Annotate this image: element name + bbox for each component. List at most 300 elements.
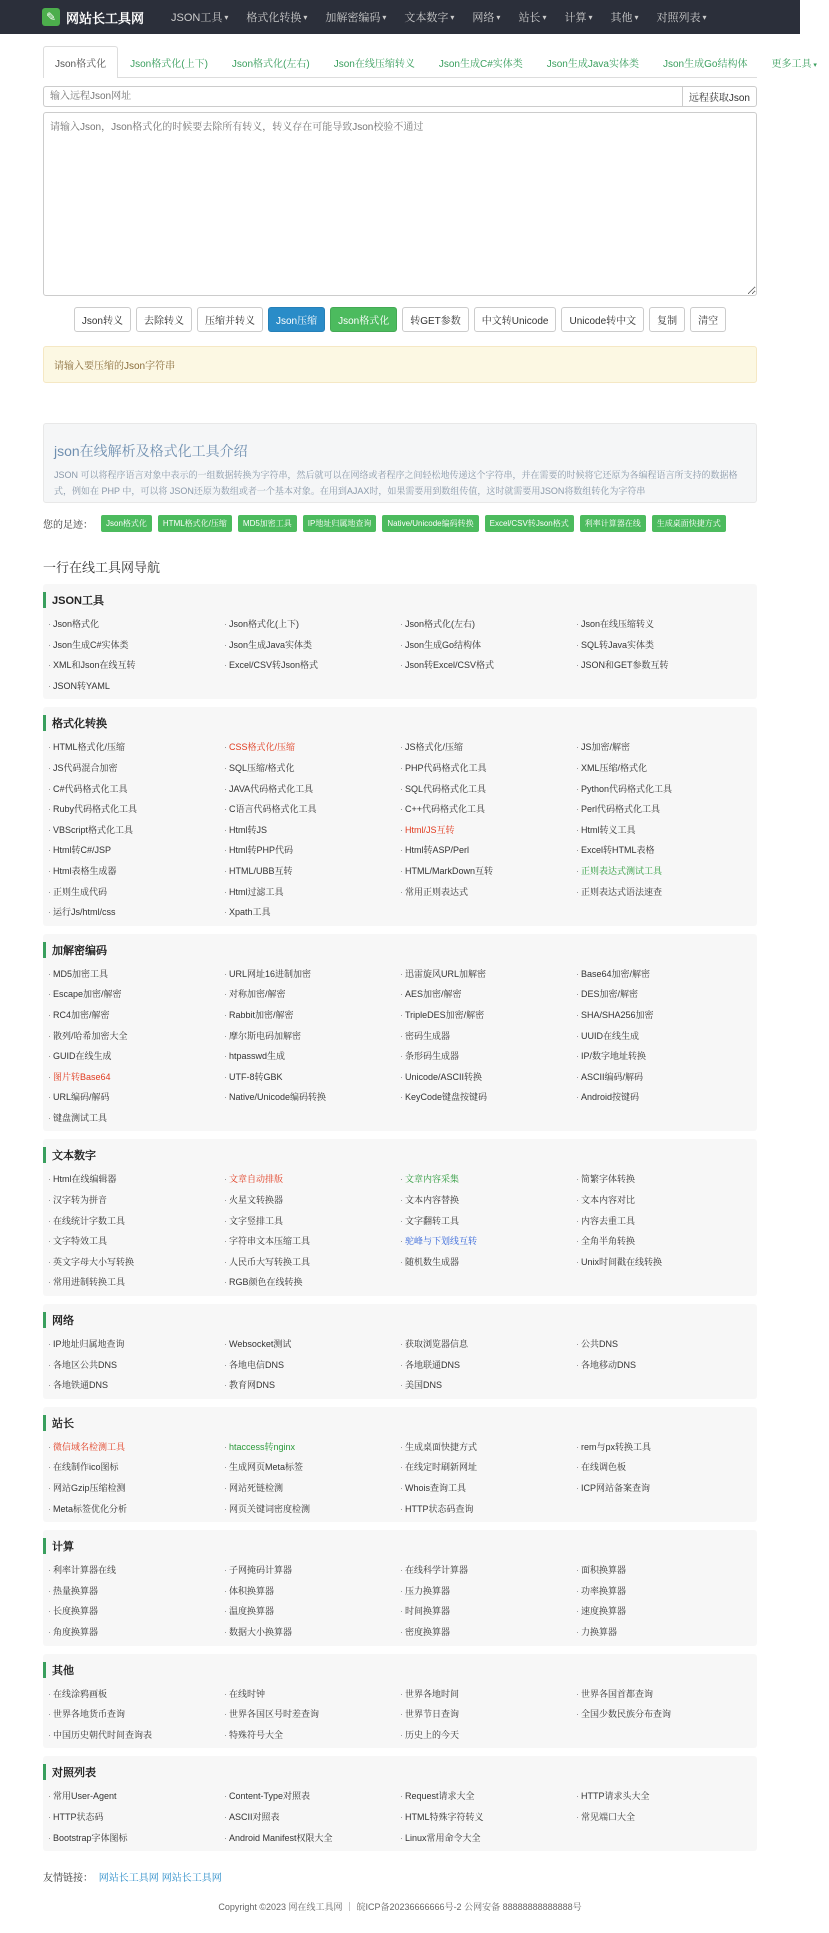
tool-link[interactable] bbox=[224, 1437, 400, 1458]
tool-link-label: 网页关键词密度检测 bbox=[229, 1503, 311, 1514]
brand-logo-icon: ✎ bbox=[42, 8, 60, 26]
tool-link[interactable] bbox=[48, 1026, 224, 1047]
tool-link[interactable] bbox=[576, 1231, 752, 1252]
tool-link[interactable] bbox=[400, 1684, 576, 1705]
footprint-tag[interactable]: 生成桌面快捷方式 bbox=[652, 515, 726, 532]
bullet-icon: · bbox=[224, 968, 227, 979]
brand[interactable] bbox=[42, 8, 144, 27]
tool-link[interactable] bbox=[224, 614, 400, 635]
tool-link[interactable] bbox=[576, 614, 752, 635]
tool-link[interactable] bbox=[48, 984, 224, 1005]
tool-link-label: Linux常用命令大全 bbox=[405, 1832, 481, 1843]
tool-link[interactable] bbox=[224, 1622, 400, 1643]
tool-link[interactable] bbox=[400, 820, 576, 841]
tool-link-label: 速度换算器 bbox=[581, 1606, 627, 1617]
tool-link-label: SQL代码格式化工具 bbox=[405, 783, 487, 794]
category-grid bbox=[43, 1560, 757, 1642]
tool-link[interactable] bbox=[576, 1437, 752, 1458]
bullet-icon: · bbox=[224, 1051, 227, 1062]
tool-link[interactable] bbox=[400, 1828, 576, 1849]
tool-link[interactable] bbox=[224, 758, 400, 779]
tool-link-label: 各地区公共DNS bbox=[53, 1359, 118, 1370]
tool-link[interactable] bbox=[224, 1087, 400, 1108]
intro-text: JSON 可以将程序语言对象中表示的一组数据转换为字符串，然后就可以在网络或者程序之间轻松地传递这个字符串，并在需要的时候将它还原为各编程语言所支持的数据格式，例如在 PHP 中，可以将 JSON还原为数组或者一个基本对象。在用到AJAX时，如果需要用到数组传值，这时就需要用JSON将数组转化为字符串 bbox=[54, 470, 738, 496]
tool-link[interactable] bbox=[224, 1560, 400, 1581]
bullet-icon: · bbox=[576, 865, 579, 876]
tool-link[interactable] bbox=[48, 1601, 224, 1622]
tool-link[interactable] bbox=[224, 635, 400, 656]
tool-link-label: JS加密/解密 bbox=[581, 742, 631, 753]
tool-link[interactable] bbox=[224, 1026, 400, 1047]
action-button-8[interactable]: 复制 bbox=[649, 307, 685, 332]
tool-link[interactable] bbox=[400, 1355, 576, 1376]
bullet-icon: · bbox=[576, 1462, 579, 1473]
bullet-icon: · bbox=[576, 845, 579, 856]
tool-link[interactable] bbox=[400, 1334, 576, 1355]
tool-link[interactable] bbox=[224, 779, 400, 800]
tool-link-label: 图片转Base64 bbox=[53, 1071, 111, 1082]
tool-link-label: 全角半角转换 bbox=[581, 1236, 636, 1247]
tool-link[interactable] bbox=[400, 1211, 576, 1232]
bullet-icon: · bbox=[48, 639, 51, 650]
tool-link-label: C++代码格式化工具 bbox=[405, 804, 486, 815]
tool-link[interactable] bbox=[48, 1622, 224, 1643]
category-title: JSON工具 bbox=[43, 592, 757, 608]
tool-link[interactable] bbox=[400, 1704, 576, 1725]
tab-label: Json生成C#实体类 bbox=[438, 59, 523, 70]
tool-link[interactable] bbox=[48, 1725, 224, 1746]
bullet-icon: · bbox=[224, 1565, 227, 1576]
tab-7[interactable] bbox=[759, 46, 828, 78]
bullet-icon: · bbox=[224, 1359, 227, 1370]
tool-link-label: UTF-8转GBK bbox=[229, 1071, 283, 1082]
bullet-icon: · bbox=[48, 1215, 51, 1226]
tool-link[interactable] bbox=[224, 1725, 400, 1746]
tool-link[interactable] bbox=[224, 964, 400, 985]
tool-link[interactable] bbox=[400, 1087, 576, 1108]
tool-link[interactable] bbox=[400, 1786, 576, 1807]
tool-link[interactable] bbox=[224, 984, 400, 1005]
bullet-icon: · bbox=[576, 1174, 579, 1185]
tool-link[interactable] bbox=[48, 1478, 224, 1499]
tool-link-label: 驼峰与下划线互转 bbox=[405, 1236, 478, 1247]
tool-link-label: Json生成Go结构体 bbox=[405, 639, 482, 650]
tool-link[interactable] bbox=[576, 1046, 752, 1067]
tool-link[interactable] bbox=[48, 861, 224, 882]
tool-link[interactable] bbox=[576, 779, 752, 800]
tool-link[interactable] bbox=[48, 1375, 224, 1396]
tool-link[interactable] bbox=[48, 964, 224, 985]
tab-5[interactable] bbox=[535, 46, 651, 78]
nav-item-label: 网络 bbox=[472, 12, 495, 24]
category-title: 文本数字 bbox=[43, 1147, 757, 1163]
tool-link[interactable] bbox=[400, 1169, 576, 1190]
bullet-icon: · bbox=[48, 968, 51, 979]
tool-link[interactable] bbox=[48, 1807, 224, 1828]
tool-link-label: 教育网DNS bbox=[229, 1380, 276, 1391]
tool-link-label: 在线定时刷新网址 bbox=[405, 1462, 478, 1473]
tool-link[interactable] bbox=[400, 1437, 576, 1458]
tool-link[interactable] bbox=[224, 840, 400, 861]
bullet-icon: · bbox=[400, 1359, 403, 1370]
tool-link-label: Html转ASP/Perl bbox=[405, 845, 470, 856]
nav-item-7[interactable] bbox=[601, 0, 647, 34]
bullet-icon: · bbox=[576, 1565, 579, 1576]
tool-link[interactable] bbox=[400, 1190, 576, 1211]
tool-link[interactable] bbox=[48, 1437, 224, 1458]
tool-link[interactable] bbox=[224, 1684, 400, 1705]
tool-link[interactable] bbox=[48, 1499, 224, 1520]
tool-link[interactable] bbox=[400, 758, 576, 779]
tool-link[interactable] bbox=[400, 1046, 576, 1067]
tool-link[interactable] bbox=[576, 861, 752, 882]
tool-link[interactable] bbox=[576, 1807, 752, 1828]
tool-link[interactable] bbox=[48, 820, 224, 841]
tool-link[interactable] bbox=[576, 882, 752, 903]
tool-link[interactable] bbox=[400, 1581, 576, 1602]
tool-link[interactable] bbox=[400, 1478, 576, 1499]
tool-link[interactable] bbox=[48, 1190, 224, 1211]
action-button-2[interactable]: 压缩并转义 bbox=[197, 307, 263, 332]
tool-link-label: Python代码格式化工具 bbox=[581, 783, 673, 794]
tool-link[interactable] bbox=[224, 1457, 400, 1478]
tool-link[interactable] bbox=[576, 1704, 752, 1725]
tool-link[interactable] bbox=[48, 799, 224, 820]
tool-link-label: Android按键码 bbox=[581, 1092, 640, 1103]
tool-link[interactable] bbox=[48, 1231, 224, 1252]
tool-link-label: Excel转HTML表格 bbox=[581, 845, 655, 856]
tool-link[interactable] bbox=[224, 799, 400, 820]
bullet-icon: · bbox=[576, 1441, 579, 1452]
tab-2[interactable] bbox=[220, 46, 322, 78]
bullet-icon: · bbox=[48, 845, 51, 856]
tool-link[interactable] bbox=[48, 1272, 224, 1293]
tool-link[interactable] bbox=[224, 737, 400, 758]
tool-link[interactable] bbox=[576, 1067, 752, 1088]
tool-link[interactable] bbox=[400, 1252, 576, 1273]
tab-0[interactable] bbox=[43, 46, 118, 78]
action-button-9[interactable]: 清空 bbox=[690, 307, 726, 332]
footprint-tag[interactable]: Native/Unicode编码转换 bbox=[382, 515, 478, 532]
tool-link[interactable] bbox=[400, 655, 576, 676]
tool-link[interactable] bbox=[48, 1457, 224, 1478]
tool-link[interactable] bbox=[224, 1601, 400, 1622]
tool-link-label: htaccess转nginx bbox=[229, 1441, 296, 1452]
bullet-icon: · bbox=[400, 1462, 403, 1473]
tool-link[interactable] bbox=[48, 1334, 224, 1355]
bullet-icon: · bbox=[48, 1791, 51, 1802]
tool-link[interactable] bbox=[576, 820, 752, 841]
tool-link[interactable] bbox=[400, 840, 576, 861]
tool-link[interactable] bbox=[224, 861, 400, 882]
remote-url-input[interactable] bbox=[43, 86, 682, 107]
tool-link[interactable] bbox=[48, 737, 224, 758]
category-section bbox=[43, 1654, 757, 1749]
tool-link[interactable] bbox=[400, 1375, 576, 1396]
nav-item-label: 其他 bbox=[610, 12, 633, 24]
tool-link[interactable] bbox=[576, 964, 752, 985]
tool-link[interactable] bbox=[224, 1231, 400, 1252]
tool-link[interactable] bbox=[400, 779, 576, 800]
tool-link-label: HTML格式化/压缩 bbox=[53, 742, 126, 753]
tool-link[interactable] bbox=[400, 635, 576, 656]
friend-link[interactable]: 网站长工具网 bbox=[98, 1873, 159, 1885]
tool-link[interactable] bbox=[576, 1560, 752, 1581]
bullet-icon: · bbox=[576, 1051, 579, 1062]
footprint-tag[interactable]: Json格式化 bbox=[101, 515, 152, 532]
nav-item-5[interactable] bbox=[509, 0, 555, 34]
tool-link[interactable] bbox=[400, 861, 576, 882]
category-grid bbox=[43, 1684, 757, 1746]
tool-link-label: 散列/哈希加密大全 bbox=[53, 1030, 128, 1041]
tool-link[interactable] bbox=[576, 1334, 752, 1355]
tool-link[interactable] bbox=[224, 1005, 400, 1026]
tool-link-label: Html表格生成器 bbox=[53, 865, 117, 876]
bullet-icon: · bbox=[224, 1030, 227, 1041]
tool-link[interactable] bbox=[400, 614, 576, 635]
tool-link[interactable] bbox=[48, 1046, 224, 1067]
category-section bbox=[43, 1407, 757, 1522]
tool-link[interactable] bbox=[224, 1272, 400, 1293]
tool-link[interactable] bbox=[576, 635, 752, 656]
action-button-6[interactable]: 中文转Unicode bbox=[474, 307, 557, 332]
tool-link-label: 生成桌面快捷方式 bbox=[405, 1441, 478, 1452]
tool-link-label: URL网址16进制加密 bbox=[229, 968, 312, 979]
tool-link[interactable] bbox=[48, 1108, 224, 1129]
caret-down-icon: ▾ bbox=[224, 12, 229, 22]
friend-link[interactable]: 网站长工具网 bbox=[161, 1873, 222, 1885]
footprint-tag[interactable]: 利率计算器在线 bbox=[580, 515, 646, 532]
footprint-tag[interactable]: Excel/CSV转Json格式 bbox=[485, 515, 574, 532]
tool-link[interactable] bbox=[48, 779, 224, 800]
tab-3[interactable] bbox=[322, 46, 427, 78]
nav-item-1[interactable] bbox=[237, 0, 316, 34]
tool-link[interactable] bbox=[400, 1807, 576, 1828]
bullet-icon: · bbox=[48, 660, 51, 671]
tool-link[interactable] bbox=[576, 655, 752, 676]
tool-link[interactable] bbox=[576, 984, 752, 1005]
tool-link[interactable] bbox=[400, 1601, 576, 1622]
tool-link[interactable] bbox=[48, 1211, 224, 1232]
tool-link-label: Json格式化(上下) bbox=[229, 619, 300, 629]
tool-link[interactable] bbox=[400, 1725, 576, 1746]
tool-link[interactable] bbox=[576, 737, 752, 758]
caret-down-icon: ▾ bbox=[382, 12, 387, 22]
tool-link[interactable] bbox=[576, 1087, 752, 1108]
tool-link[interactable] bbox=[224, 820, 400, 841]
tool-link[interactable] bbox=[224, 1704, 400, 1725]
tool-link[interactable] bbox=[400, 1026, 576, 1047]
tool-link[interactable] bbox=[576, 1026, 752, 1047]
tool-link-label: JSON转YAML bbox=[53, 680, 110, 691]
tool-link[interactable] bbox=[48, 1828, 224, 1849]
tool-link[interactable] bbox=[224, 1581, 400, 1602]
tool-link[interactable] bbox=[224, 902, 400, 923]
nav-item-6[interactable] bbox=[555, 0, 601, 34]
bullet-icon: · bbox=[576, 1791, 579, 1802]
bullet-icon: · bbox=[400, 1092, 403, 1103]
tool-link[interactable] bbox=[48, 1067, 224, 1088]
tool-link-label: 子网掩码计算器 bbox=[229, 1565, 293, 1576]
tool-link[interactable] bbox=[576, 1601, 752, 1622]
tool-link[interactable] bbox=[576, 758, 752, 779]
tool-link[interactable] bbox=[48, 1581, 224, 1602]
bullet-icon: · bbox=[48, 1339, 51, 1350]
tool-link[interactable] bbox=[400, 964, 576, 985]
tool-link[interactable] bbox=[400, 984, 576, 1005]
tool-link[interactable] bbox=[576, 1252, 752, 1273]
tool-link[interactable] bbox=[224, 1786, 400, 1807]
caret-down-icon: ▾ bbox=[634, 12, 639, 22]
bullet-icon: · bbox=[224, 1811, 227, 1822]
tool-link-label: 正则表达式语法速查 bbox=[581, 886, 663, 897]
tool-link[interactable] bbox=[224, 1828, 400, 1849]
tool-link[interactable] bbox=[48, 1786, 224, 1807]
bullet-icon: · bbox=[576, 1688, 579, 1699]
tool-link[interactable] bbox=[48, 614, 224, 635]
tab-6[interactable] bbox=[651, 46, 759, 78]
tool-link-label: C#代码格式化工具 bbox=[53, 783, 128, 794]
tool-link-label: 压力换算器 bbox=[405, 1585, 451, 1596]
tool-link[interactable] bbox=[224, 1375, 400, 1396]
tool-link[interactable] bbox=[224, 882, 400, 903]
tool-link[interactable] bbox=[576, 1211, 752, 1232]
tool-link[interactable] bbox=[48, 676, 224, 697]
tool-link[interactable] bbox=[224, 1478, 400, 1499]
tool-link[interactable] bbox=[576, 840, 752, 861]
nav-item-2[interactable] bbox=[316, 0, 395, 34]
tool-link-label: 文章内容采集 bbox=[405, 1174, 460, 1185]
tool-link[interactable] bbox=[224, 655, 400, 676]
tool-link[interactable] bbox=[48, 1684, 224, 1705]
action-button-0[interactable]: Json转义 bbox=[74, 307, 131, 332]
tool-link-label: Html转JS bbox=[229, 824, 267, 835]
tool-link[interactable] bbox=[576, 1478, 752, 1499]
tool-link-label: Base64加密/解密 bbox=[581, 968, 651, 979]
tool-link[interactable] bbox=[48, 840, 224, 861]
tool-link-label: 功率换算器 bbox=[581, 1585, 627, 1596]
tool-link[interactable] bbox=[576, 1190, 752, 1211]
bullet-icon: · bbox=[400, 619, 403, 629]
action-button-5[interactable]: 转GET参数 bbox=[402, 307, 469, 332]
tool-link[interactable] bbox=[224, 1355, 400, 1376]
tool-link[interactable] bbox=[576, 1355, 752, 1376]
fetch-remote-json-button[interactable]: 远程获取Json bbox=[682, 86, 757, 107]
action-button-1[interactable]: 去除转义 bbox=[136, 307, 192, 332]
tool-link-label: 各地铁通DNS bbox=[53, 1380, 109, 1391]
nav-item-0[interactable] bbox=[162, 0, 237, 34]
nav-item-3[interactable] bbox=[395, 0, 463, 34]
tool-link[interactable] bbox=[224, 1252, 400, 1273]
tool-link[interactable] bbox=[576, 799, 752, 820]
tool-link[interactable] bbox=[48, 1005, 224, 1026]
tool-link[interactable] bbox=[48, 758, 224, 779]
tool-link[interactable] bbox=[576, 1622, 752, 1643]
tool-link[interactable] bbox=[48, 882, 224, 903]
tool-link-label: 内容去重工具 bbox=[581, 1215, 636, 1226]
tool-link[interactable] bbox=[400, 1067, 576, 1088]
tool-link[interactable] bbox=[224, 1499, 400, 1520]
bullet-icon: · bbox=[400, 824, 403, 835]
tool-link[interactable] bbox=[224, 1807, 400, 1828]
json-input-textarea[interactable] bbox=[43, 112, 757, 296]
action-button-4[interactable]: Json格式化 bbox=[330, 307, 397, 332]
tool-link[interactable] bbox=[224, 1334, 400, 1355]
tool-link[interactable] bbox=[48, 1704, 224, 1725]
tool-link[interactable] bbox=[400, 882, 576, 903]
action-button-7[interactable]: Unicode转中文 bbox=[561, 307, 644, 332]
tool-link[interactable] bbox=[576, 1684, 752, 1705]
tool-link[interactable] bbox=[576, 1457, 752, 1478]
tool-link[interactable] bbox=[400, 1499, 576, 1520]
tab-1[interactable] bbox=[118, 46, 220, 78]
tool-link[interactable] bbox=[48, 1169, 224, 1190]
nav-item-4[interactable] bbox=[463, 0, 509, 34]
tool-link[interactable] bbox=[48, 1355, 224, 1376]
tab-4[interactable] bbox=[427, 46, 535, 78]
tool-link[interactable] bbox=[224, 1190, 400, 1211]
bullet-icon: · bbox=[48, 989, 51, 1000]
tool-link[interactable] bbox=[400, 799, 576, 820]
tool-link-label: 条形码生成器 bbox=[405, 1051, 460, 1062]
tool-link-label: Ruby代码格式化工具 bbox=[53, 804, 138, 815]
tool-link[interactable] bbox=[224, 1169, 400, 1190]
bullet-icon: · bbox=[576, 1071, 579, 1082]
action-button-3[interactable]: Json压缩 bbox=[268, 307, 325, 332]
tab-label: Json生成Go结构体 bbox=[663, 59, 748, 70]
tool-link[interactable] bbox=[400, 1622, 576, 1643]
tool-link[interactable] bbox=[400, 1560, 576, 1581]
tool-link[interactable] bbox=[400, 1457, 576, 1478]
bullet-icon: · bbox=[224, 1832, 227, 1843]
tool-link[interactable] bbox=[400, 737, 576, 758]
tool-link[interactable] bbox=[48, 1252, 224, 1273]
tool-link[interactable] bbox=[576, 1786, 752, 1807]
nav-item-8[interactable] bbox=[647, 0, 715, 34]
tool-link[interactable] bbox=[224, 1211, 400, 1232]
tool-link[interactable] bbox=[224, 1067, 400, 1088]
tool-link[interactable] bbox=[576, 1169, 752, 1190]
tool-tabs bbox=[43, 46, 817, 78]
caret-down-icon: ▾ bbox=[450, 12, 455, 22]
tool-link[interactable] bbox=[400, 1005, 576, 1026]
tool-link[interactable] bbox=[400, 1231, 576, 1252]
bullet-icon: · bbox=[576, 1092, 579, 1103]
tool-link[interactable] bbox=[48, 655, 224, 676]
tool-link[interactable] bbox=[48, 635, 224, 656]
tool-link[interactable] bbox=[48, 1087, 224, 1108]
footprint-tag[interactable]: HTML格式化/压缩 bbox=[158, 515, 232, 532]
tool-link[interactable] bbox=[48, 902, 224, 923]
bullet-icon: · bbox=[576, 1606, 579, 1617]
tool-link[interactable] bbox=[576, 1581, 752, 1602]
tool-link[interactable] bbox=[576, 1005, 752, 1026]
tool-link-label: 各地联通DNS bbox=[405, 1359, 461, 1370]
tool-link-label: 运行Js/html/css bbox=[53, 907, 116, 918]
tool-link-label: 体积换算器 bbox=[229, 1585, 275, 1596]
tool-link-label: GUID在线生成 bbox=[53, 1051, 112, 1062]
bullet-icon: · bbox=[576, 804, 579, 815]
main-container bbox=[43, 46, 817, 1933]
tool-link-label: 特殊符号大全 bbox=[229, 1729, 284, 1740]
bullet-icon: · bbox=[48, 1174, 51, 1185]
footprint-tag[interactable]: MD5加密工具 bbox=[238, 515, 297, 532]
bullet-icon: · bbox=[576, 1585, 579, 1596]
footprint-tag[interactable]: IP地址归属地查询 bbox=[303, 515, 377, 532]
tool-link[interactable] bbox=[48, 1560, 224, 1581]
tool-link[interactable] bbox=[224, 1046, 400, 1067]
tool-link-label: 世界各国区号时差查询 bbox=[229, 1709, 320, 1720]
